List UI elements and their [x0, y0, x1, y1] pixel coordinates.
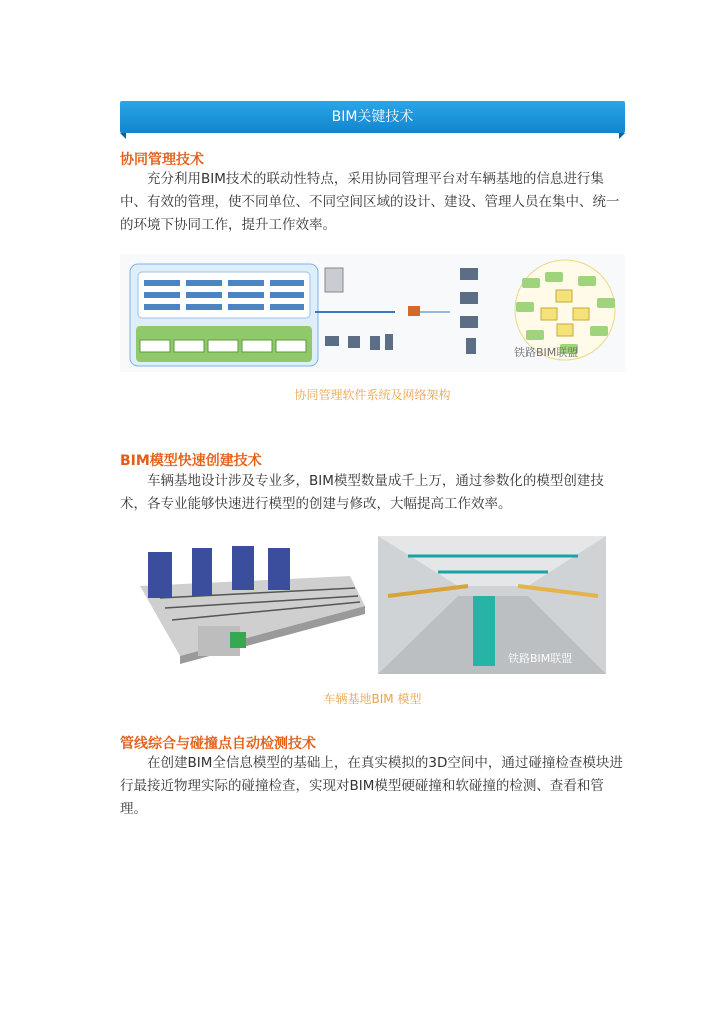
watermark-text: 铁路BIM联盟	[508, 652, 573, 665]
section-heading-collab: 协同管理技术	[120, 152, 204, 168]
depot-model-render-right	[378, 536, 606, 674]
figure-caption-modeling: 车辆基地BIM 模型	[323, 692, 422, 706]
section-body-clash: 在创建BIM全信息模型的基础上，在真实模拟的3D空间中，通过碰撞检查模块进行最接近物理实际的碰撞检查，实现对BIM模型硬碰撞和软碰撞的检测、查看和管理。	[120, 755, 623, 817]
banner-fold-left	[120, 133, 126, 139]
section-body-modeling: 车辆基地设计涉及专业多，BIM模型数量成千上万，通过参数化的模型创建技术，各专业能够快速进行模型的创建与修改，大幅提高工作效率。	[120, 473, 604, 512]
section-heading-modeling: BIM模型快速创建技术	[120, 453, 262, 469]
banner-title: BIM关键技术	[331, 109, 414, 125]
figure-caption-collab: 协同管理软件系统及网络架构	[294, 388, 451, 402]
section-body-collab: 充分利用BIM技术的联动性特点，采用协同管理平台对车辆基地的信息进行集中、有效的管理，使不同单位、不同空间区域的设计、建设、管理人员在集中、统一的环境下协同工作，提升工作效率。	[120, 171, 620, 233]
section-heading-clash: 管线综合与碰撞点自动检测技术	[120, 736, 316, 752]
watermark-text: 铁路BIM联盟	[514, 346, 579, 359]
depot-model-render-left	[120, 536, 372, 674]
collab-architecture-figure	[120, 254, 625, 372]
banner-fold-right	[619, 133, 625, 139]
section-banner	[120, 101, 625, 139]
